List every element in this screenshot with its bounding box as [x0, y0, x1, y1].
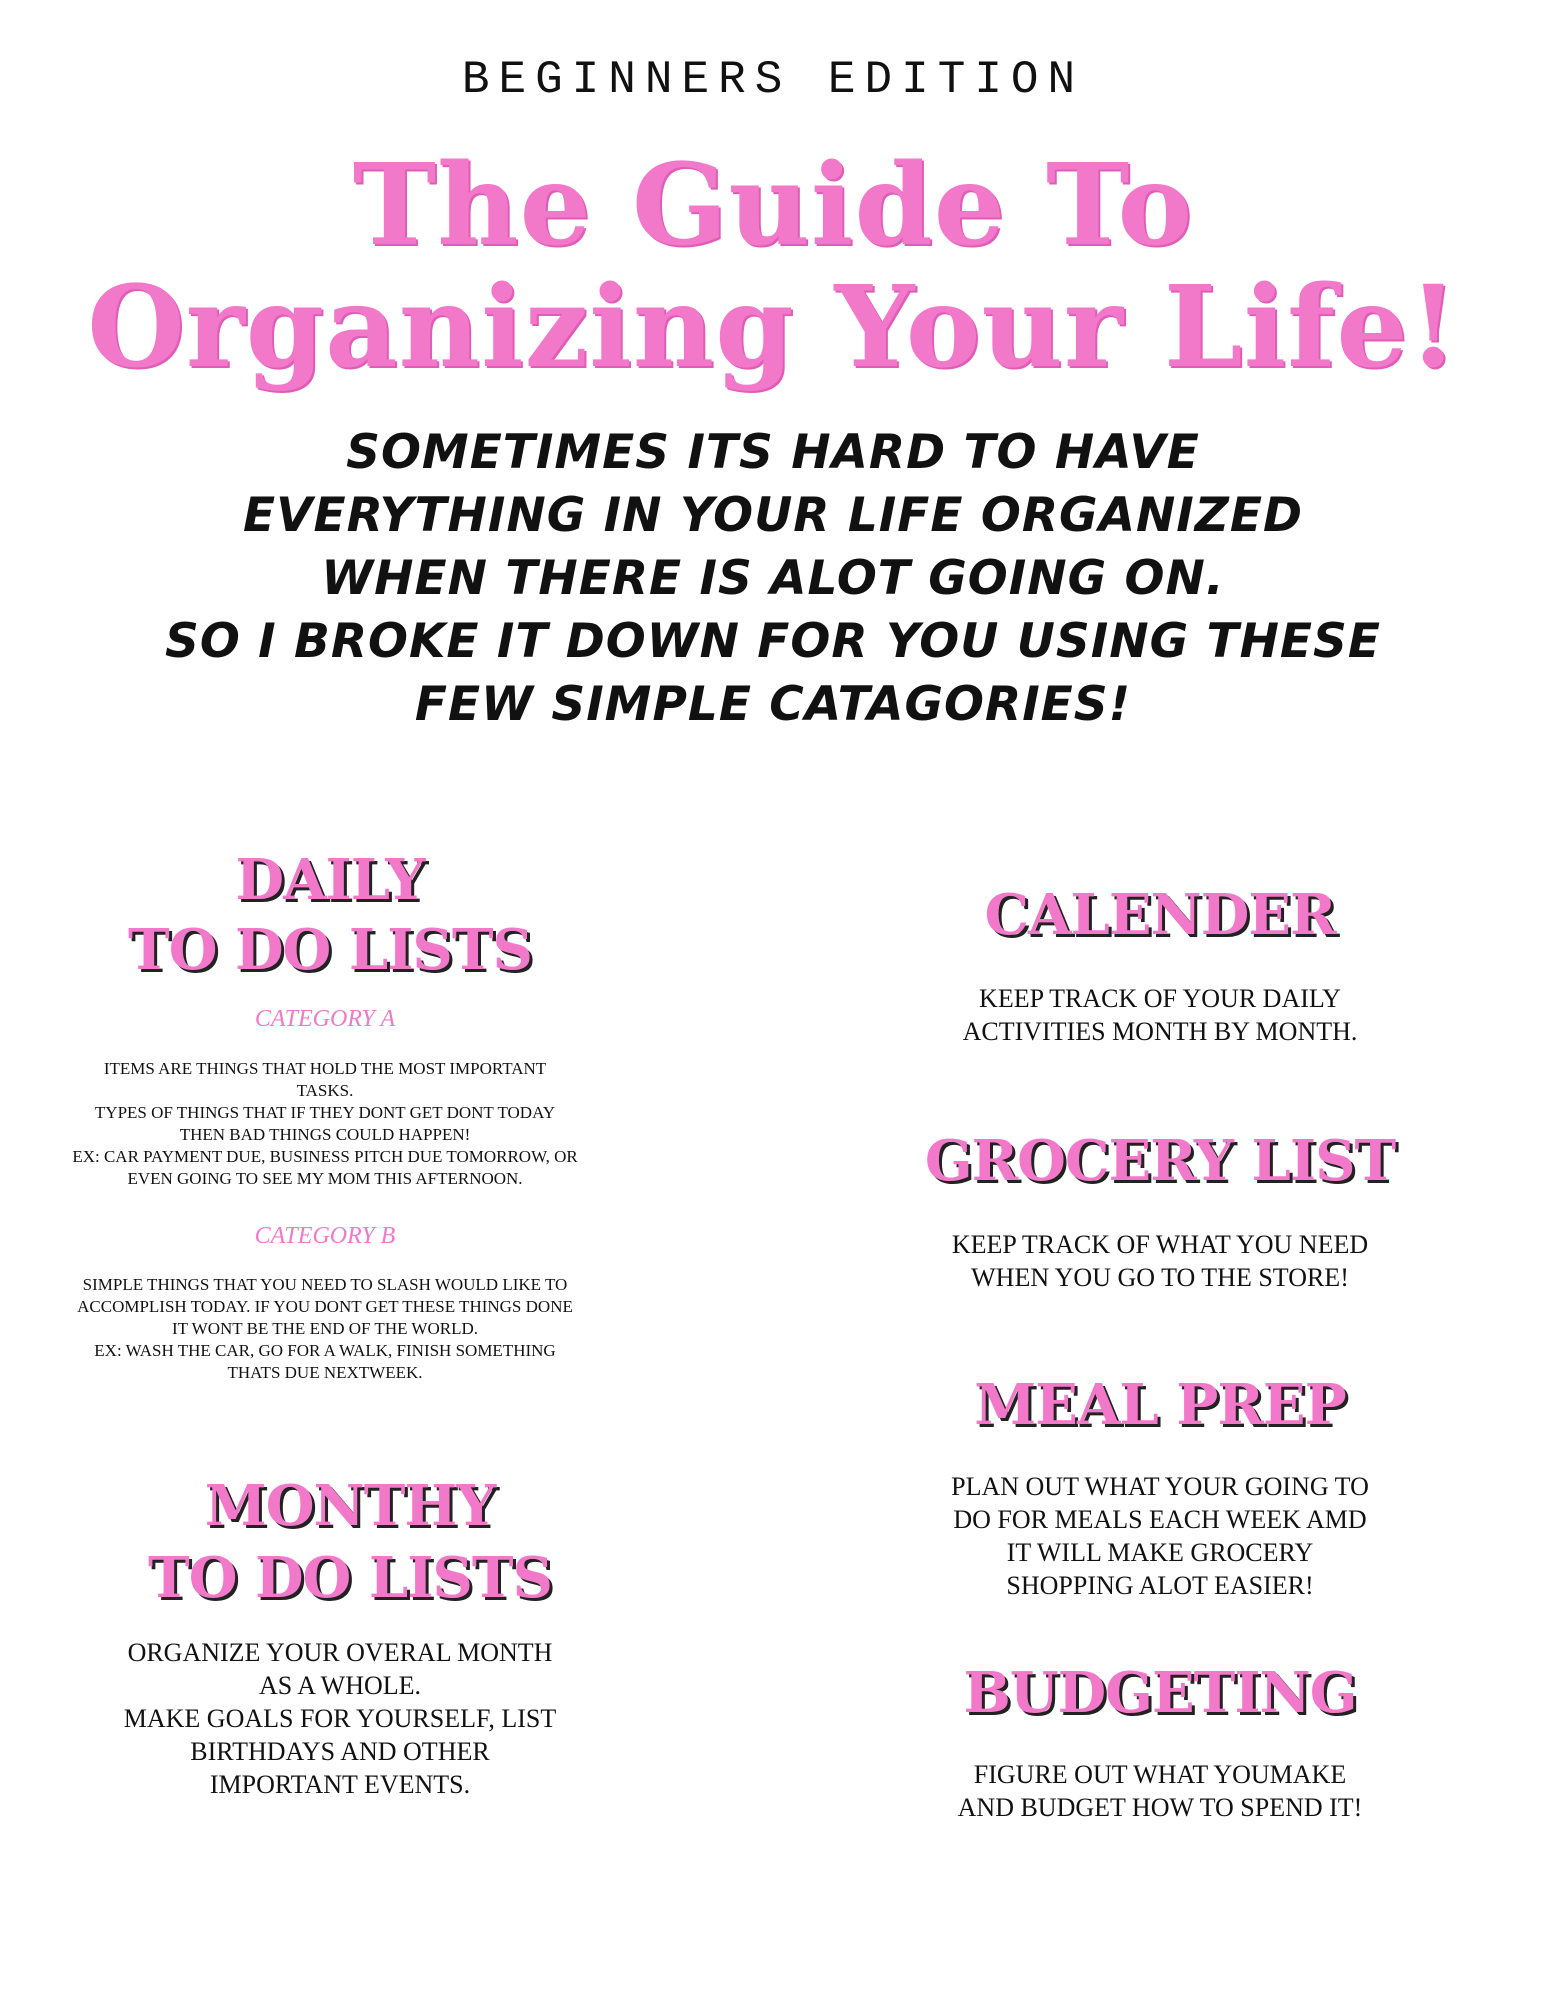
category-a-line: THEN BAD THINGS COULD HAPPEN!	[179, 1125, 471, 1144]
category-a-line: EVEN GOING TO SEE MY MOM THIS AFTERNOON.	[127, 1169, 523, 1188]
monthly-line: ORGANIZE YOUR OVERAL MONTH	[127, 1638, 553, 1667]
intro-line-4: SO I BROKE IT DOWN FOR YOU USING THESE	[165, 614, 1381, 669]
intro-line-1: SOMETIMES ITS HARD TO HAVE	[346, 425, 1200, 480]
monthly-line: IMPORTANT EVENTS.	[209, 1770, 471, 1799]
daily-heading	[20, 845, 640, 985]
daily-heading-line-1: DAILY	[235, 847, 425, 913]
meal-prep-line: PLAN OUT WHAT YOUR GOING TO	[951, 1472, 1369, 1501]
budgeting-line: FIGURE OUT WHAT YOUMAKE	[973, 1760, 1347, 1789]
daily-section	[20, 845, 640, 985]
grocery-line: WHEN YOU GO TO THE STORE!	[971, 1263, 1349, 1292]
budgeting-text	[860, 1758, 1460, 1824]
category-a-line: EX: CAR PAYMENT DUE, BUSINESS PITCH DUE TOMORROW, OR	[72, 1147, 578, 1166]
category-b-line: THATS DUE NEXTWEEK.	[227, 1363, 423, 1382]
category-a-line: TYPES OF THINGS THAT IF THEY DONT GET DONT TODAY	[94, 1103, 556, 1122]
page-title-line-2: Organizing Your Life!	[87, 262, 1459, 393]
monthly-line: MAKE GOALS FOR YOURSELF, LIST	[123, 1704, 557, 1733]
budgeting-line: AND BUDGET HOW TO SPEND IT!	[957, 1793, 1363, 1822]
monthly-section	[40, 1470, 660, 1614]
monthly-heading-line-1: MONTHY	[204, 1473, 496, 1539]
monthly-line: BIRTHDAYS AND OTHER	[190, 1737, 490, 1766]
monthly-line: AS A WHOLE.	[258, 1671, 422, 1700]
page-title-line-1: The Guide To	[352, 140, 1194, 271]
calender-line: ACTIVITIES MONTH BY MONTH.	[962, 1017, 1358, 1046]
meal-prep-line: SHOPPING ALOT EASIER!	[1006, 1571, 1314, 1600]
calender-line: KEEP TRACK OF YOUR DAILY	[979, 984, 1341, 1013]
calender-heading: CALENDER	[984, 882, 1336, 948]
category-a-line: ITEMS ARE THINGS THAT HOLD THE MOST IMPORTANT	[103, 1059, 547, 1078]
category-b-line: EX: WASH THE CAR, GO FOR A WALK, FINISH SOMETHING	[94, 1341, 556, 1360]
intro-line-3: WHEN THERE IS ALOT GOING ON.	[321, 551, 1225, 606]
category-a-label: CATEGORY A	[254, 1006, 396, 1032]
category-b-line: ACCOMPLISH TODAY. IF YOU DONT GET THESE THINGS DONE	[77, 1297, 573, 1316]
monthly-heading-line-2: TO DO LISTS	[148, 1545, 552, 1611]
monthly-heading	[40, 1470, 660, 1614]
grocery-heading: GROCERY LIST	[924, 1128, 1396, 1194]
meal-prep-text	[860, 1470, 1460, 1602]
meal-prep-line: DO FOR MEALS EACH WEEK AMD	[953, 1505, 1367, 1534]
category-b-line: SIMPLE THINGS THAT YOU NEED TO SLASH WOULD LIKE TO	[82, 1275, 568, 1294]
meal-prep-line: IT WILL MAKE GROCERY	[1006, 1538, 1314, 1567]
category-b-label: CATEGORY B	[254, 1223, 396, 1249]
grocery-text	[860, 1228, 1460, 1294]
calender-text	[860, 982, 1460, 1048]
category-a-text	[20, 1058, 630, 1190]
meal-prep-heading: MEAL PREP	[974, 1372, 1346, 1438]
grocery-line: KEEP TRACK OF WHAT YOU NEED	[951, 1230, 1369, 1259]
daily-heading-line-2: TO DO LISTS	[128, 917, 532, 983]
category-b-text	[20, 1274, 630, 1384]
category-b-line: IT WONT BE THE END OF THE WORLD.	[172, 1319, 478, 1338]
edition-label: BEGINNERS EDITION	[461, 54, 1085, 106]
monthly-text	[40, 1636, 640, 1801]
category-a-line: TASKS.	[296, 1081, 354, 1100]
budgeting-heading: BUDGETING	[963, 1660, 1357, 1726]
intro-line-2: EVERYTHING IN YOUR LIFE ORGANIZED	[242, 488, 1303, 543]
intro-line-5: FEW SIMPLE CATAGORIES!	[414, 677, 1132, 732]
